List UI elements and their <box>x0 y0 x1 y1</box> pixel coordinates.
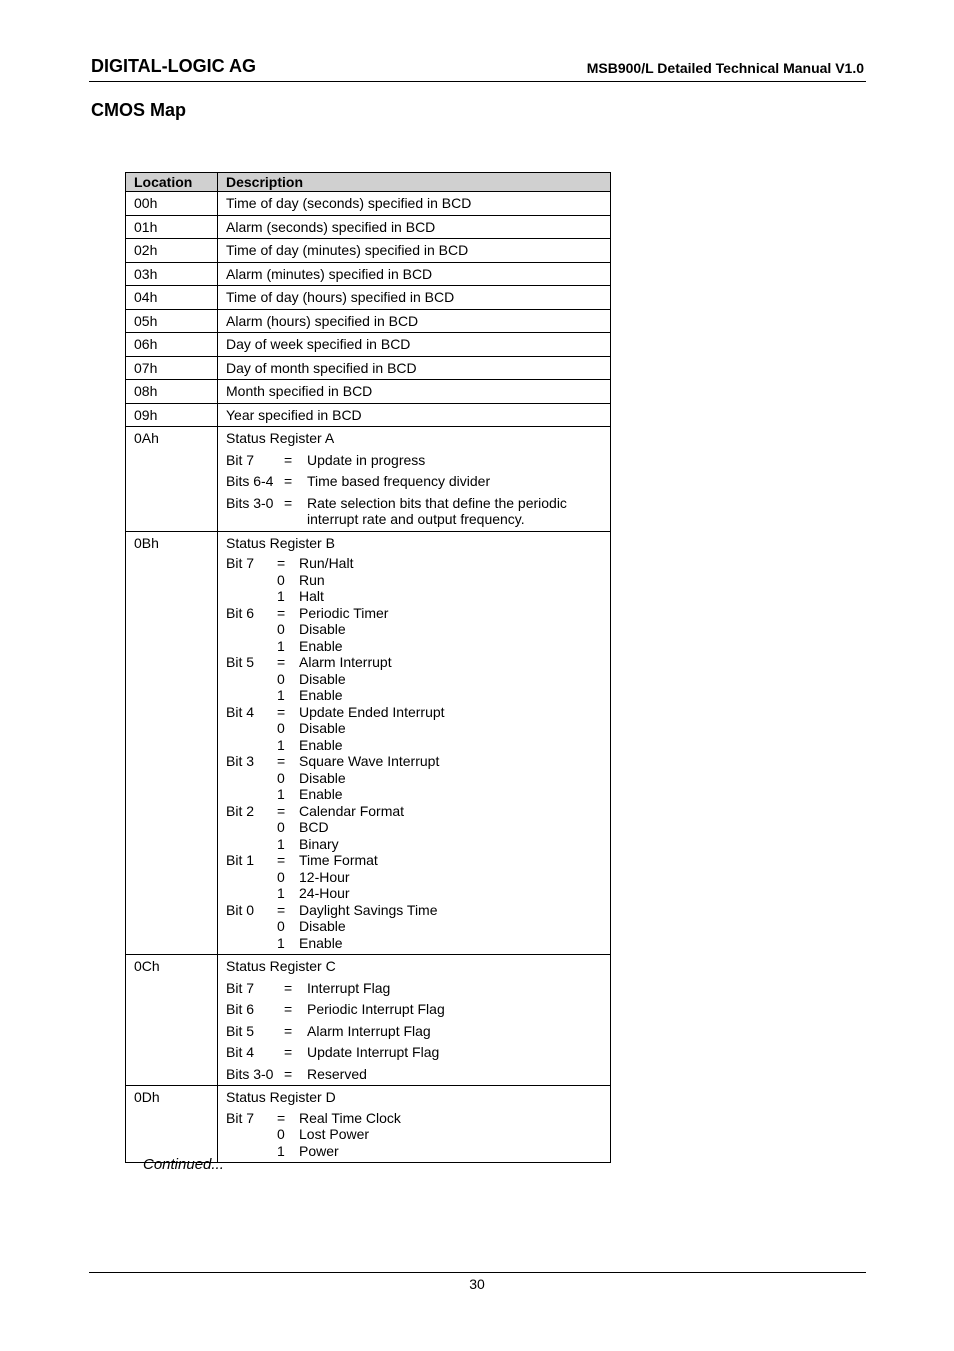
equals-sign: = <box>284 1022 293 1039</box>
bit-label: Bit 7 <box>226 979 255 996</box>
spacer <box>226 588 277 605</box>
bit-entry <box>226 753 606 770</box>
bit-label: Bit 1 <box>226 852 255 868</box>
location-cell: 02h <box>126 239 218 263</box>
col-description-header: Description <box>218 173 611 192</box>
equals-sign: = <box>284 1065 293 1082</box>
bit-value-entry <box>226 720 606 737</box>
bit-value-entry <box>226 1143 606 1160</box>
bit-entry <box>226 452 606 469</box>
description-cell: Month specified in BCD <box>218 380 611 404</box>
bit-value-description: 24-Hour <box>299 885 350 901</box>
description-cell <box>218 531 611 955</box>
bit-value-entry <box>226 918 606 935</box>
description-cell: Year specified in BCD <box>218 403 611 427</box>
bit-value-description: Halt <box>299 588 324 604</box>
bit-entry <box>226 852 606 869</box>
bit-description: Reserved <box>307 1065 367 1082</box>
bit-block <box>226 654 606 704</box>
bit-description: Alarm Interrupt Flag <box>307 1022 431 1039</box>
bit-value-description: Disable <box>299 769 346 786</box>
bit-value: 1 <box>277 588 285 604</box>
bit-block <box>226 605 606 655</box>
bit-description: Square Wave Interrupt <box>299 753 440 769</box>
bit-label: Bits 3-0 <box>226 494 274 511</box>
equals-sign: = <box>277 654 286 670</box>
bit-description: Update in progress <box>307 451 426 468</box>
register-title: Status Register B <box>226 534 335 551</box>
bit-label: Bits 3-0 <box>226 1065 274 1082</box>
table-row <box>126 262 611 286</box>
bit-value-description: 12-Hour <box>299 868 350 885</box>
bit-entry <box>226 1110 606 1127</box>
bit-value-entry <box>226 1126 606 1143</box>
bit-label: Bit 5 <box>226 1022 255 1039</box>
bit-value-entry <box>226 770 606 787</box>
bit-block <box>226 902 606 952</box>
header-rule <box>89 81 866 82</box>
bit-value-description: Enable <box>299 637 343 654</box>
bit-description: Periodic Timer <box>299 604 389 621</box>
bit-label: Bit 6 <box>226 1001 255 1017</box>
location-cell: 0Ah <box>126 427 218 532</box>
bit-description: Run/Halt <box>299 555 354 571</box>
description-cell: Alarm (minutes) specified in BCD <box>218 262 611 286</box>
bit-value-entry <box>226 836 606 853</box>
location-cell: 05h <box>126 309 218 333</box>
table-row <box>126 239 611 263</box>
bit-description: Real Time Clock <box>299 1109 401 1126</box>
table-row <box>126 380 611 404</box>
spacer <box>226 1143 277 1160</box>
description-cell <box>218 955 611 1086</box>
location-cell: 0Dh <box>126 1086 218 1163</box>
section-title: CMOS Map <box>91 100 187 120</box>
bit-value-description: Binary <box>299 835 339 852</box>
cmos-map-table <box>125 172 611 1163</box>
table-row-status-register-b <box>126 531 611 955</box>
spacer <box>226 770 277 787</box>
bit-value: 0 <box>277 819 285 835</box>
bit-value: 1 <box>277 934 285 951</box>
bit-value-entry <box>226 935 606 952</box>
bit-value-description: Enable <box>299 786 343 802</box>
spacer <box>226 819 277 836</box>
table-row-status-register-a <box>126 427 611 532</box>
bit-value-entry <box>226 687 606 704</box>
bit-value-description: Run <box>299 571 325 588</box>
equals-sign: = <box>284 473 293 489</box>
bit-label: Bit 3 <box>226 753 255 769</box>
col-location-header: Location <box>126 173 218 192</box>
bit-value-entry <box>226 621 606 638</box>
equals-sign: = <box>284 451 293 468</box>
bit-label: Bit 4 <box>226 1044 255 1060</box>
bit-description: Time Format <box>299 852 378 868</box>
bit-entry <box>226 1044 606 1061</box>
bit-value-entry <box>226 737 606 754</box>
bit-block <box>226 555 606 605</box>
bit-value: 1 <box>277 736 285 753</box>
bit-description: Rate selection bits that define the periodic interrupt rate and output frequency. <box>307 494 567 527</box>
bit-description: Interrupt Flag <box>307 979 391 996</box>
bit-label: Bit 2 <box>226 802 255 819</box>
bit-label: Bit 7 <box>226 451 255 468</box>
table-row <box>126 403 611 427</box>
equals-sign: = <box>277 1109 286 1126</box>
bit-description: Update Ended Interrupt <box>299 703 445 720</box>
spacer <box>226 935 277 952</box>
equals-sign: = <box>277 901 286 918</box>
continued-note: Continued... <box>143 1156 224 1173</box>
bit-entry <box>226 654 606 671</box>
location-cell: 07h <box>126 356 218 380</box>
equals-sign: = <box>277 604 286 621</box>
register-title: Status Register A <box>226 430 335 446</box>
table-row-status-register-d <box>126 1086 611 1163</box>
register-title: Status Register D <box>226 1089 336 1105</box>
bit-label: Bit 5 <box>226 654 255 670</box>
bit-entry <box>226 1001 606 1018</box>
description-cell: Time of day (seconds) specified in BCD <box>218 192 611 216</box>
location-cell: 0Bh <box>126 531 218 955</box>
bit-value: 0 <box>277 918 285 934</box>
bit-block <box>226 803 606 853</box>
table-row <box>126 192 611 216</box>
bit-label: Bit 6 <box>226 604 255 621</box>
bit-value-description: Disable <box>299 621 346 637</box>
bit-value-entry <box>226 638 606 655</box>
spacer <box>226 786 277 803</box>
bit-value-entry <box>226 885 606 902</box>
footer-rule <box>89 1272 866 1273</box>
bit-value-entry <box>226 588 606 605</box>
description-cell: Time of day (minutes) specified in BCD <box>218 239 611 263</box>
bit-label: Bit 4 <box>226 703 255 720</box>
company-name: DIGITAL-LOGIC AG <box>91 56 256 76</box>
table-header-row <box>126 173 611 192</box>
bit-value-description: Disable <box>299 670 346 687</box>
location-cell: 08h <box>126 380 218 404</box>
bit-label: Bit 7 <box>226 555 255 571</box>
bit-value-entry <box>226 869 606 886</box>
bit-value: 1 <box>277 1142 285 1159</box>
bit-entry <box>226 1066 606 1083</box>
location-cell: 04h <box>126 286 218 310</box>
spacer <box>226 687 277 704</box>
bit-block <box>226 753 606 803</box>
bit-value: 0 <box>277 1126 285 1142</box>
bit-value: 1 <box>277 687 285 703</box>
bit-value-entry <box>226 572 606 589</box>
bit-entry <box>226 1023 606 1040</box>
table-row <box>126 309 611 333</box>
description-cell <box>218 427 611 532</box>
bit-description: Update Interrupt Flag <box>307 1044 440 1060</box>
location-cell: 0Ch <box>126 955 218 1086</box>
spacer <box>226 869 277 886</box>
bit-description: Calendar Format <box>299 802 405 819</box>
bit-value-description: Enable <box>299 687 343 703</box>
table-row-status-register-c <box>126 955 611 1086</box>
bit-description: Time based frequency divider <box>307 473 491 489</box>
bit-description: Periodic Interrupt Flag <box>307 1001 445 1017</box>
bit-entry <box>226 473 606 490</box>
description-cell: Alarm (hours) specified in BCD <box>218 309 611 333</box>
bit-value-description: Enable <box>299 934 343 951</box>
bit-value: 1 <box>277 786 285 802</box>
bit-value: 0 <box>277 571 285 588</box>
bit-block <box>226 852 606 902</box>
bit-entry <box>226 605 606 622</box>
bit-entry <box>226 495 606 528</box>
spacer <box>226 671 277 688</box>
location-cell: 06h <box>126 333 218 357</box>
bit-value-description: BCD <box>299 819 329 835</box>
bit-value-entry <box>226 671 606 688</box>
description-cell: Day of week specified in BCD <box>218 333 611 357</box>
bit-value: 0 <box>277 670 285 687</box>
page-number: 30 <box>469 1276 485 1292</box>
bit-value: 0 <box>277 769 285 786</box>
equals-sign: = <box>284 1001 293 1017</box>
spacer <box>226 638 277 655</box>
equals-sign: = <box>277 852 286 868</box>
bit-label: Bits 6-4 <box>226 473 274 489</box>
bit-value: 0 <box>277 621 285 637</box>
bit-label: Bit 0 <box>226 901 255 918</box>
location-cell: 00h <box>126 192 218 216</box>
spacer <box>226 720 277 737</box>
bit-entry <box>226 803 606 820</box>
spacer <box>226 885 277 902</box>
location-cell: 01h <box>126 215 218 239</box>
bit-value: 1 <box>277 637 285 654</box>
register-title: Status Register C <box>226 958 336 974</box>
bit-label: Bit 7 <box>226 1109 255 1126</box>
equals-sign: = <box>277 802 286 819</box>
table-row <box>126 356 611 380</box>
table-row <box>126 286 611 310</box>
bit-value-description: Enable <box>299 736 343 753</box>
bit-entry <box>226 902 606 919</box>
spacer <box>226 572 277 589</box>
equals-sign: = <box>284 979 293 996</box>
bit-value: 0 <box>277 868 285 885</box>
spacer <box>226 918 277 935</box>
bit-value-description: Power <box>299 1142 339 1159</box>
bit-description: Daylight Savings Time <box>299 901 438 918</box>
spacer <box>226 737 277 754</box>
bit-block <box>226 704 606 754</box>
bit-value-description: Lost Power <box>299 1126 370 1142</box>
bit-entry <box>226 704 606 721</box>
equals-sign: = <box>284 494 293 511</box>
bit-value-entry <box>226 786 606 803</box>
description-cell <box>218 1086 611 1163</box>
table-row <box>126 215 611 239</box>
bit-value-description: Disable <box>299 720 346 736</box>
bit-block <box>226 1110 606 1160</box>
spacer <box>226 621 277 638</box>
description-cell: Day of month specified in BCD <box>218 356 611 380</box>
bit-value: 1 <box>277 835 285 852</box>
bit-entry <box>226 555 606 572</box>
bit-value-description: Disable <box>299 918 346 934</box>
bit-value-entry <box>226 819 606 836</box>
equals-sign: = <box>284 1044 293 1060</box>
equals-sign: = <box>277 703 286 720</box>
bit-value: 1 <box>277 885 285 901</box>
bit-entry <box>226 980 606 997</box>
description-cell: Time of day (hours) specified in BCD <box>218 286 611 310</box>
location-cell: 09h <box>126 403 218 427</box>
table-row <box>126 333 611 357</box>
description-cell: Alarm (seconds) specified in BCD <box>218 215 611 239</box>
equals-sign: = <box>277 753 286 769</box>
spacer <box>226 1126 277 1143</box>
bit-value: 0 <box>277 720 285 736</box>
location-cell: 03h <box>126 262 218 286</box>
manual-title: MSB900/L Detailed Technical Manual V1.0 <box>586 60 864 76</box>
bit-description: Alarm Interrupt <box>299 654 392 670</box>
equals-sign: = <box>277 555 286 571</box>
spacer <box>226 836 277 853</box>
